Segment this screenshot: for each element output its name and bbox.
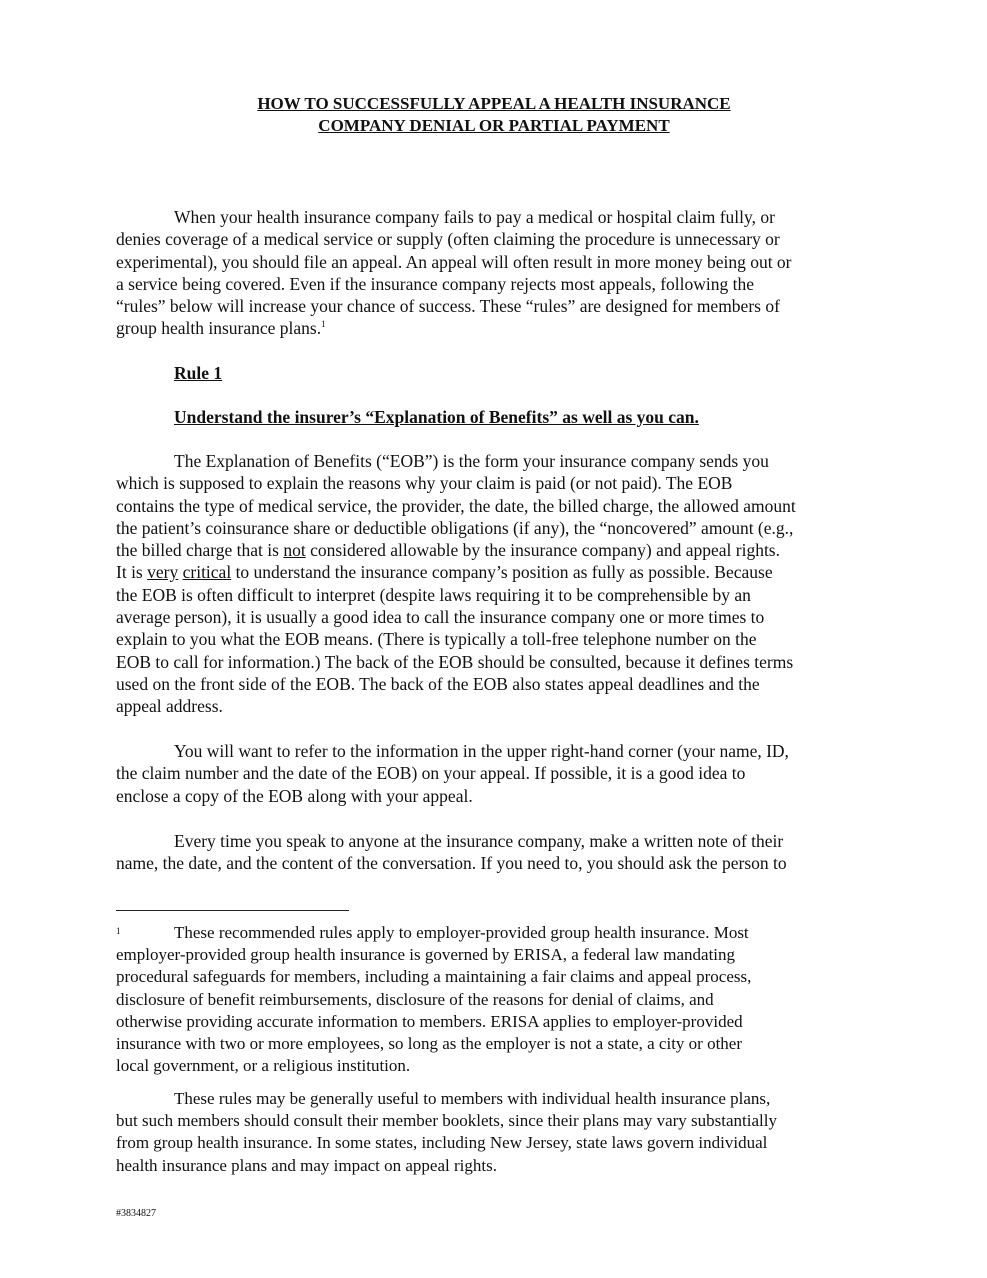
rule-label: Rule 1 — [174, 363, 223, 383]
footnote-marker: 1 — [116, 926, 121, 936]
note-line: name, the date, and the content of the conversation. If you need to, you should ask the person to — [116, 853, 787, 874]
eob-paragraph — [116, 450, 872, 718]
title-line-2: COMPANY DENIAL OR PARTIAL PAYMENT — [318, 116, 670, 135]
emphasis-not: not — [283, 540, 306, 561]
document-page — [116, 0, 872, 1278]
eob-line: contains the type of medical service, the provider, the date, the billed charge, the allowed amount — [116, 495, 796, 516]
emphasis-very: very — [147, 562, 179, 583]
intro-line-text: group health insurance plans. — [116, 318, 322, 339]
refer-paragraph — [116, 740, 872, 807]
emphasis-critical: critical — [182, 562, 232, 583]
footnote-line: but such members should consult their member booklets, since their plans may vary substantially — [116, 1111, 777, 1131]
footnote-line: procedural safeguards for members, including a maintaining a fair claims and appeal process, — [116, 967, 752, 987]
note-paragraph — [116, 830, 872, 875]
rule-heading: Understand the insurer’s “Explanation of Benefits” as well as you can. — [174, 407, 699, 427]
eob-line: the EOB is often difficult to interpret (despite laws requiring it to be comprehensible by an — [116, 584, 751, 605]
footnote-line: insurance with two or more employees, so long as the employer is not a state, a city or other — [116, 1034, 743, 1054]
eob-line: average person), it is usually a good idea to call the insurance company one or more times to — [116, 607, 765, 628]
eob-line: EOB to call for information.) The back of the EOB should be consulted, because it defines terms — [116, 651, 794, 672]
footnote-reference: 1 — [321, 319, 326, 330]
footnote-separator — [116, 910, 349, 911]
eob-line-critical — [116, 561, 872, 583]
footnote-line: disclosure of benefit reimbursements, disclosure of the reasons for denial of claims, and — [116, 989, 714, 1009]
eob-line: explain to you what the EOB means. (There is typically a toll-free telephone number on the — [116, 629, 757, 650]
intro-line: experimental), you should file an appeal. An appeal will often result in more money being out or — [116, 251, 792, 272]
title-line-1: HOW TO SUCCESSFULLY APPEAL A HEALTH INSURANCE — [257, 94, 731, 113]
intro-line-last — [116, 317, 872, 339]
footnote-line: These rules may be generally useful to members with individual health insurance plans, — [174, 1089, 771, 1108]
eob-text: to understand the insurance company’s position as fully as possible. Because — [231, 562, 773, 583]
footnote-line: employer-provided group health insurance is governed by ERISA, a federal law mandating — [116, 945, 736, 965]
intro-line: a service being covered. Even if the insurance company rejects most appeals, following the — [116, 273, 755, 294]
footnote-line: These recommended rules apply to employer-provided group health insurance. Most — [174, 923, 749, 942]
eob-line: used on the front side of the EOB. The back of the EOB also states appeal deadlines and the — [116, 673, 760, 694]
document-title — [116, 93, 872, 137]
footnote-line: from group health insurance. In some states, including New Jersey, state laws govern individual — [116, 1133, 768, 1153]
document-id: #3834827 — [116, 1208, 156, 1219]
eob-line: the patient’s coinsurance share or deductible obligations (if any), the “noncovered” amount (e.g., — [116, 517, 794, 538]
eob-line: The Explanation of Benefits (“EOB”) is the form your insurance company sends you — [174, 451, 769, 471]
eob-text: It is — [116, 562, 148, 583]
eob-line: which is supposed to explain the reasons why your claim is paid (or not paid). The EOB — [116, 473, 733, 494]
footnote-paragraph-2 — [116, 1088, 872, 1177]
footnote-line: otherwise providing accurate information to members. ERISA applies to employer-provided — [116, 1011, 743, 1031]
eob-text: the billed charge that is — [116, 540, 284, 561]
refer-line: the claim number and the date of the EOB) on your appeal. If possible, it is a good idea to — [116, 763, 746, 784]
refer-line: You will want to refer to the information in the upper right-hand corner (your name, ID, — [174, 741, 789, 761]
intro-line: denies coverage of a medical service or supply (often claiming the procedure is unnecessary or — [116, 229, 780, 250]
intro-line: “rules” below will increase your chance of success. These “rules” are designed for members of — [116, 296, 780, 317]
intro-paragraph — [116, 206, 872, 340]
eob-line-not — [116, 539, 872, 561]
intro-line: When your health insurance company fails to pay a medical or hospital claim fully, or — [174, 207, 775, 227]
footnote-paragraph-1 — [116, 922, 872, 1077]
note-line: Every time you speak to anyone at the insurance company, make a written note of their — [174, 831, 784, 851]
eob-line: appeal address. — [116, 696, 223, 717]
eob-text: considered allowable by the insurance company) and appeal rights. — [305, 540, 780, 561]
refer-line: enclose a copy of the EOB along with your appeal. — [116, 785, 473, 806]
footnote-line: health insurance plans and may impact on appeal rights. — [116, 1155, 497, 1175]
footnote-line: local government, or a religious institution. — [116, 1056, 411, 1076]
